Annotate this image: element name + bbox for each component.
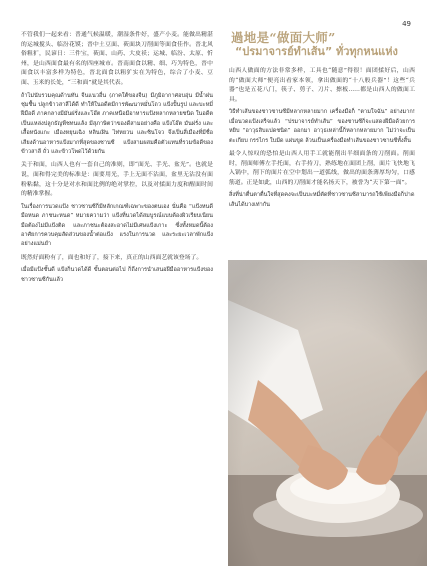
right-paragraph-1-chinese: 山西人做面的方法非常多样，工具也“随意”得很！面团揉好后，山西的“做面大师”便亮出看家本领，拿出做面的“十八般兵器”！这些“兵器”也是五花八门，筷子、剪子、刀片、擦板……都是山西人的做面工具。 bbox=[229, 68, 415, 103]
right-paragraph-1-thai: วิธีทำเส้นของชาวซานซีมีหลากหลายมาก เครื่องมือก็ “ตามใจฉัน” อย่างมาก! เมื่อนวดแป้งเสร็จแล้ว “ปรมาจารย์ทำเส้น” ของซานซีก็จะแสดงฝีมือด้วยการหยิบ “อาวุธสิบแปดชนิด” ออกมา อาวุธเหล่านี้ก็หลากหลายมาก ไม่ว่าจะเป็นตะเกียบ กรรไกร ใบมีด แผ่นขูด ล้วนเป็นเครื่องมือทำเส้นของชาวซานซีทั้งสิ้น bbox=[229, 109, 415, 144]
left-paragraph-3-thai: เมื่อมีแป้งชั้นดี แป้งก็นวดได้ดี ขั้นตอนต่อไป ก็ถึงการนำเสนอฝีมืออาหารแป้งของชาวซานซีกันแล้ว bbox=[21, 267, 213, 283]
hands-kneading-dough-photo bbox=[228, 260, 427, 566]
section-heading-chinese: 過地是“做面大师” bbox=[231, 30, 336, 45]
section-heading bbox=[231, 30, 415, 59]
dough-kneading-illustration bbox=[228, 260, 427, 566]
section-heading-thai: “ปรมาจารย์ทำเส้น” ทั่วทุกหนแห่ง bbox=[235, 45, 398, 58]
left-paragraph-1-thai: ถ้าไม่นับรวมคุณด้านทัน จีนแนวอื่น (ภาคใต้ของจีน) มีภูมิอากาศอบอุ่น มีน้ำฝนชุ่มชื้น ปลูกข้าวสาลีได้ดี ทำให้ในอดีตมีการพัฒนาหมั่นโถว แป้งปั้นรูป และบะหมี่ฝีมือดี ภาคกลางมีมันฝรั่งและโอ๊ต ภาคเหนือมีอาหารแป้งหลากหลายชนิด ในอดีตเป็นแหล่งปลูกธัญพืชทนแล้ง มีสุภาษิตว่าของดีสามอย่างคือ แป้งโอ๊ต มันฝรั่ง และเสื้อหนังแกะ เมืองหยุนเฉิง หลินเฝิน ไท่หยวน และซินโจว จึงเป็นสี่เมืองที่มีชื่อเสียงด้านอาหารแป้งมากที่สุดของซานซี แป้งสามผสมคือตัวแทนที่รวมข้อดีของข้าวสาลี ถั่ว และข้าวโพดไว้ด้วยกัน bbox=[21, 92, 213, 155]
left-paragraph-2-thai: ในเรื่องการนวดแป้ง ชาวซานซีก็มีหลักเกณฑ์เฉพาะของตนเอง นั่นคือ “แป้งหนดี มือหนด ภาชนะหนด” หมายความว่า แป้งที่นวดได้สมบูรณ์แบบต้องผิวเรียบเนียน มือต้องไม่มีแป้งติด และภาชนะต้องสะอาดไม่มีเศษแป้งเกาะ ซึ่งทั้งหมดนี้ต้องอาศัยการควบคุมสัดส่วนของน้ำต่อแป้ง แรงในการนวด และระยะเวลาพักแป้งอย่างแม่นยำ bbox=[21, 203, 213, 248]
right-column bbox=[229, 30, 415, 214]
left-paragraph-1-chinese: 不管我们一起来看：普通气候温暖，潮湿条件好，盛产小麦。能做出精湛的运城搅头、临汾花馍；晋中土豆面、莜面块刀削面等面食佳作。晋北风俗粗犷，民谚日：三件宝，莜面、山药、大皮袄；运城、临汾、太原、忻州，是山西面食最有名的四座城市。晋南面食以精、细、巧为特色，晋中面食以丰富多样为特色，晋北面食以粗犷实在为特色，综合了小麦、豆面、玉米的长处，“三和面”就是其代表。 bbox=[21, 32, 213, 86]
left-paragraph-3-chinese: 既然好面粉有了，面也和好了，接下来，真正的山西面艺就该登场了。 bbox=[21, 254, 203, 261]
page-number: 49 bbox=[402, 20, 411, 28]
left-paragraph-2-chinese: 关于和面，山西人也有一套自己的准则，即“面光、手光、盆光”。也就是说，面和得完美的标准是：面要用光，手上无面不沾面，盆里无沾没有面粉粘黏，这十分是对水和面比例的绝对掌控，以及对揉面力度和醒面时间的精准掌握。 bbox=[21, 162, 213, 198]
right-paragraph-2-thai: สิ่งที่น่าตื่นตาตื่นใจที่สุดคงจะเป็นบะหมี่ตัดที่ชาวซานซีสามารถใช้เพียงมือก็ปาดเส้นได้บางเท่ากัน bbox=[229, 192, 415, 208]
photo-shading bbox=[228, 260, 427, 566]
left-column bbox=[21, 31, 213, 289]
right-paragraph-2-chinese: 最令人惊叹的恐怕是山西人用手工就能削出半细面条的刀削面。削面时，削面师傅左手托面，右手持刀，熟练地在面团上削，面片飞快地飞入锅中，削下的面片在空中划出一道弧线，做出的面条薄厚均匀，口感筋道。正是如此，山西的刀削面才能名扬天下，被誉为“天下第一面”。 bbox=[229, 151, 415, 186]
